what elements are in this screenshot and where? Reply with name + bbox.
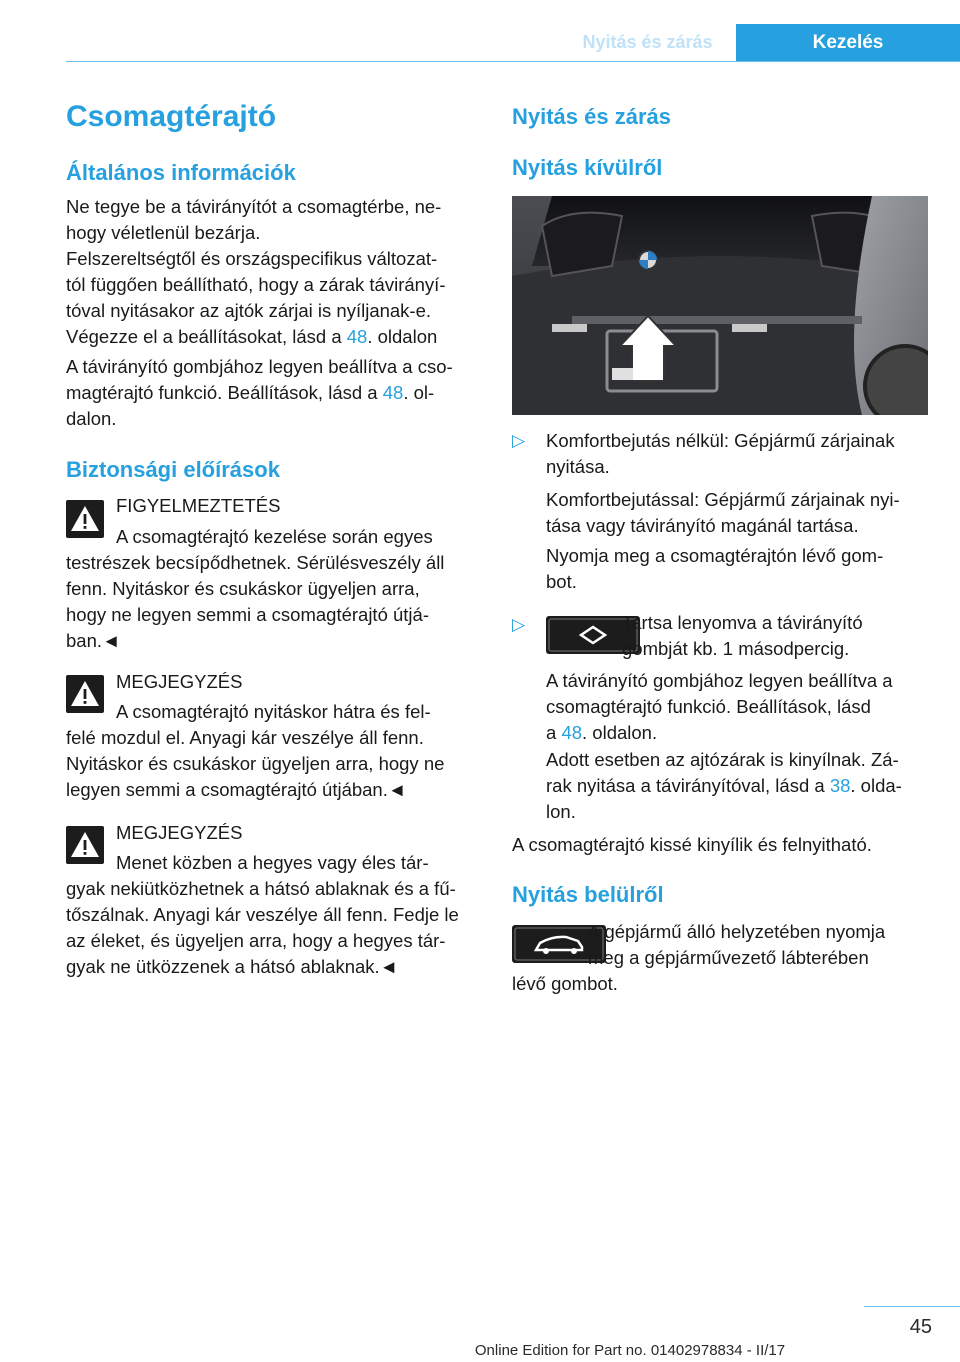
section-heading-open-outside: Nyitás kívülről (512, 155, 663, 180)
footer-divider (864, 1306, 960, 1307)
warning-1-title: FIGYELMEZTETÉS (116, 495, 281, 516)
section-heading-open-close: Nyitás és zárás (512, 104, 671, 129)
page-link-48[interactable]: 48 (382, 382, 404, 403)
page-title: Csomagtérajtó (66, 100, 277, 133)
bullet-2-text: Tartsa lenyomva a távirányító gombját kb. 1 másodpercig. (622, 612, 863, 659)
bullet-2-doorlocks: Adott esetben az ajtózárak is kinyílnak. Zá- rak nyitása a távirányítóval, lásd a 38. olda- lon. (546, 749, 902, 822)
page-link-48[interactable]: 48 (561, 722, 583, 743)
section-heading-safety: Biztonsági előírások (66, 457, 280, 482)
bullet-1-press: Nyomja meg a csomagtérajtón lévő gom- bot. (546, 545, 884, 592)
bullet-1-comfort: Komfortbejutással: Gépjármű zárjainak nyi- tása vagy távirányító magánál tartása. (546, 489, 900, 536)
section-heading-open-inside: Nyitás belülről (512, 882, 664, 907)
header-section-title: Nyitás és zárás (582, 32, 713, 52)
warning-2-text: A csomagtérajtó nyitáskor hátra és fel- felé mozdul el. Anyagi kár veszélye áll fenn. Nyitáskor és csukáskor ügyeljen arra, hogy ne legyen semmi a csomagtérajtó útjában.◄ (66, 701, 445, 800)
list-bullet-icon: ▷ (512, 431, 526, 450)
page-link-48[interactable]: 48 (346, 326, 368, 347)
warning-1-text: A csomagtérajtó kezelése során egyes testrészek becsípődhetnek. Sérülésveszély áll fenn. Nyitáskor és csukáskor ügyeljen arra, hogy ne legyen semmi a csomagtérajtó útjá- ban.◄ (66, 526, 445, 651)
edition-footer: Online Edition for Part no. 01402978834 - II/17 (474, 1342, 786, 1359)
warning-3-title: MEGJEGYZÉS (116, 822, 243, 843)
header-tab-kezeles[interactable]: Kezelés (736, 24, 960, 61)
section-heading-general: Általános információk (66, 160, 296, 185)
bullet-2-setting: A távirányító gombjához legyen beállítva a csomagtérajtó funkció. Beállítások, lásd a 48. oldalon. (546, 670, 893, 743)
list-bullet-icon: ▷ (512, 615, 526, 634)
warning-2-title: MEGJEGYZÉS (116, 671, 243, 692)
paragraph-remote-button: A távirányító gombjához legyen beállítva a cso- magtérajtó funkció. Beállítások, lásd a 48. ol- dalon. (66, 356, 453, 429)
paragraph-inside-button: A gépjármű álló helyzetében nyomja meg a gépjárművezető lábterében lévő gombot. (512, 921, 886, 994)
page-number: 45 (909, 1316, 932, 1338)
paragraph-settings: Felszereltségtől és országspecifikus változat- tól függően beállítható, hogy a zárak távirányí- tóval nyitásakor az ajtók zárjai is nyíljanak-e. Végezze el a beállításokat, lásd a 48. oldalon (66, 248, 446, 347)
header-divider (66, 61, 960, 62)
page-link-38[interactable]: 38 (829, 775, 851, 796)
paragraph-opens-slightly: A csomagtérajtó kissé kinyílik és felnyitható. (512, 834, 872, 855)
paragraph-remote-warning: Ne tegye be a távirányítót a csomagtérbe, ne- hogy véletlenül bezárja. (66, 196, 442, 243)
tailgate-photo (512, 196, 928, 415)
warning-3-text: Menet közben a hegyes vagy éles tár- gyak nekiütközhetnek a hátsó ablaknak és a fű- tőszálnak. Anyagi kár veszélye áll fenn. Fedje le az éleket, és ügyeljen arra, hogy a hegyes tár- gyak ne ütközzenek a hátsó ablaknak.◄ (66, 852, 459, 977)
bullet-1-text: Komfortbejutás nélkül: Gépjármű zárjainak nyitása. (546, 430, 895, 477)
